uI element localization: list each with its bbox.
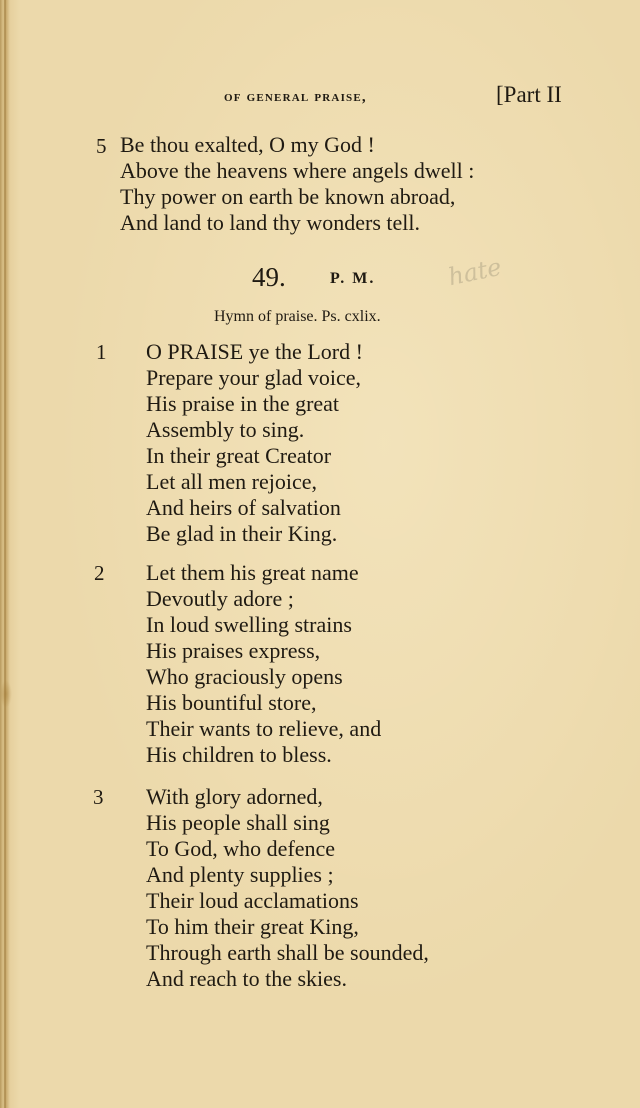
hymn-subtitle: Hymn of praise. Ps. cxlix.	[214, 308, 381, 325]
verse-number: 3	[93, 785, 104, 809]
verse-line: Through earth shall be sounded,	[146, 940, 429, 965]
page-gutter-edge	[4, 0, 6, 1108]
verse-line: Let them his great name	[146, 560, 359, 585]
verse-line: And land to land thy wonders tell.	[120, 210, 421, 235]
verse-line: To him their great King,	[146, 914, 359, 939]
verse-line: Be thou exalted, O my God !	[120, 132, 375, 157]
verse-line: Let all men rejoice,	[146, 469, 318, 494]
verse-line: And plenty supplies ;	[146, 862, 334, 887]
verse-line: Who graciously opens	[146, 664, 343, 689]
verse-line: Prepare your glad voice,	[146, 365, 362, 390]
running-head-title: of general praise,	[224, 89, 367, 105]
verse-line: Be glad in their King.	[146, 521, 338, 546]
verse-line: Their loud acclamations	[146, 888, 359, 913]
paper-stain	[0, 680, 12, 708]
verse-line: And reach to the skies.	[146, 966, 347, 991]
verse-line: Assembly to sing.	[146, 417, 305, 442]
verse-number: 1	[96, 340, 107, 364]
running-head-part: [Part II	[496, 82, 562, 107]
verse-line: His praises express,	[146, 638, 321, 663]
verse-line: Above the heavens where angels dwell :	[120, 158, 475, 183]
verse-line: Thy power on earth be known abroad,	[120, 184, 456, 209]
verse-line: To God, who defence	[146, 836, 336, 861]
verse-line: His people shall sing	[146, 810, 330, 835]
running-head	[0, 84, 640, 114]
verse-line: O PRAISE ye the Lord !	[146, 339, 363, 364]
verse-line: Their wants to relieve, and	[146, 716, 382, 741]
hymn-number: 49.	[252, 262, 286, 292]
verse-line: And heirs of salvation	[146, 495, 341, 520]
verse-line: Devoutly adore ;	[146, 586, 294, 611]
pencil-marginalia: hate	[445, 252, 504, 292]
verse-line: His bountiful store,	[146, 690, 317, 715]
hymn-meter: P. M.	[330, 270, 376, 287]
verse-line: In their great Creator	[146, 443, 332, 468]
verse-line: With glory adorned,	[146, 784, 323, 809]
verse-number: 5	[96, 134, 107, 158]
verse-number: 2	[94, 561, 105, 585]
verse-line: His children to bless.	[146, 742, 332, 767]
verse-line: In loud swelling strains	[146, 612, 352, 637]
verse-line: His praise in the great	[146, 391, 340, 416]
